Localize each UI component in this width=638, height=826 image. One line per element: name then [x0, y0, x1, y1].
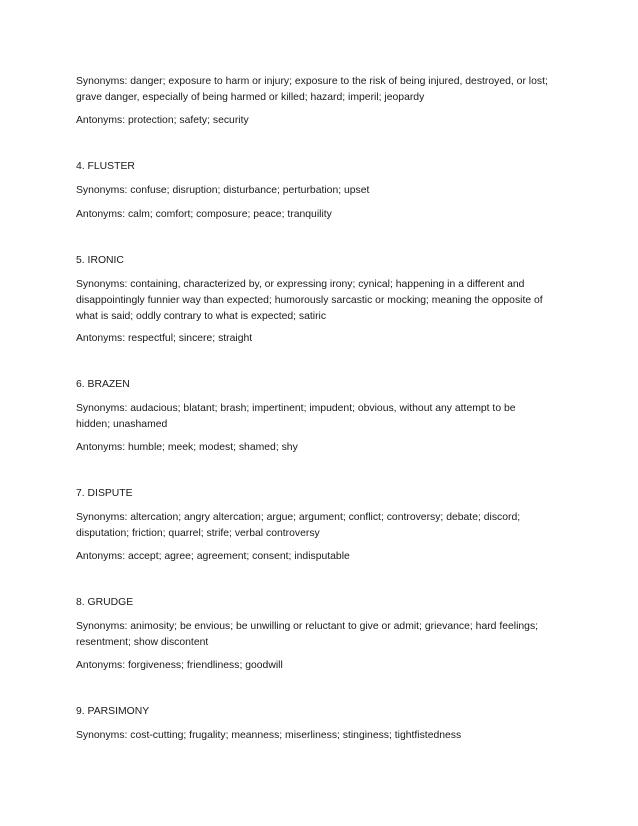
antonyms-line: Antonyms: humble; meek; modest; shamed; shy — [76, 442, 298, 453]
synonyms-line: Synonyms: altercation; angry altercation; argue; argument; conflict; controversy; debate; discord; — [76, 512, 521, 523]
entry-heading: 4. FLUSTER — [76, 161, 135, 172]
synonyms-line: what is said; oddly contrary to what is expected; satiric — [76, 311, 327, 322]
synonyms-line: Synonyms: animosity; be envious; be unwilling or reluctant to give or admit; grievance; hard feelings; — [76, 621, 539, 632]
synonyms-line: Synonyms: containing, characterized by, or expressing irony; cynical; happening in a different and — [76, 279, 525, 290]
antonyms-line: Antonyms: respectful; sincere; straight — [76, 333, 253, 344]
synonyms-line: Synonyms: audacious; blatant; brash; impertinent; impudent; obvious, without any attempt to be — [76, 403, 516, 414]
synonyms-line: disputation; friction; quarrel; strife; verbal controversy — [76, 528, 320, 539]
synonyms-line: resentment; show discontent — [76, 637, 209, 648]
synonyms-line: Synonyms: cost-cutting; frugality; meanness; miserliness; stinginess; tightfistedness — [76, 730, 462, 741]
entry-heading: 7. DISPUTE — [76, 488, 133, 499]
entry-heading: 8. GRUDGE — [76, 597, 134, 608]
synonyms-line: disappointingly funnier way than expected; humorously sarcastic or mocking; meaning the opposite of — [76, 295, 543, 306]
entry-heading: 9. PARSIMONY — [76, 706, 150, 717]
synonyms-line: Synonyms: danger; exposure to harm or injury; exposure to the risk of being injured, destroyed, or lost; — [76, 76, 548, 87]
antonyms-line: Antonyms: forgiveness; friendliness; goodwill — [76, 660, 283, 671]
entry-heading: 6. BRAZEN — [76, 379, 130, 390]
antonyms-line: Antonyms: calm; comfort; composure; peace; tranquility — [76, 209, 332, 220]
synonyms-line: hidden; unashamed — [76, 419, 168, 430]
synonyms-line: grave danger, especially of being harmed or killed; hazard; imperil; jeopardy — [76, 92, 425, 103]
synonyms-line: Synonyms: confuse; disruption; disturbance; perturbation; upset — [76, 185, 370, 196]
entry-heading: 5. IRONIC — [76, 255, 124, 266]
antonyms-line: Antonyms: accept; agree; agreement; consent; indisputable — [76, 551, 350, 562]
antonyms-line: Antonyms: protection; safety; security — [76, 115, 249, 126]
